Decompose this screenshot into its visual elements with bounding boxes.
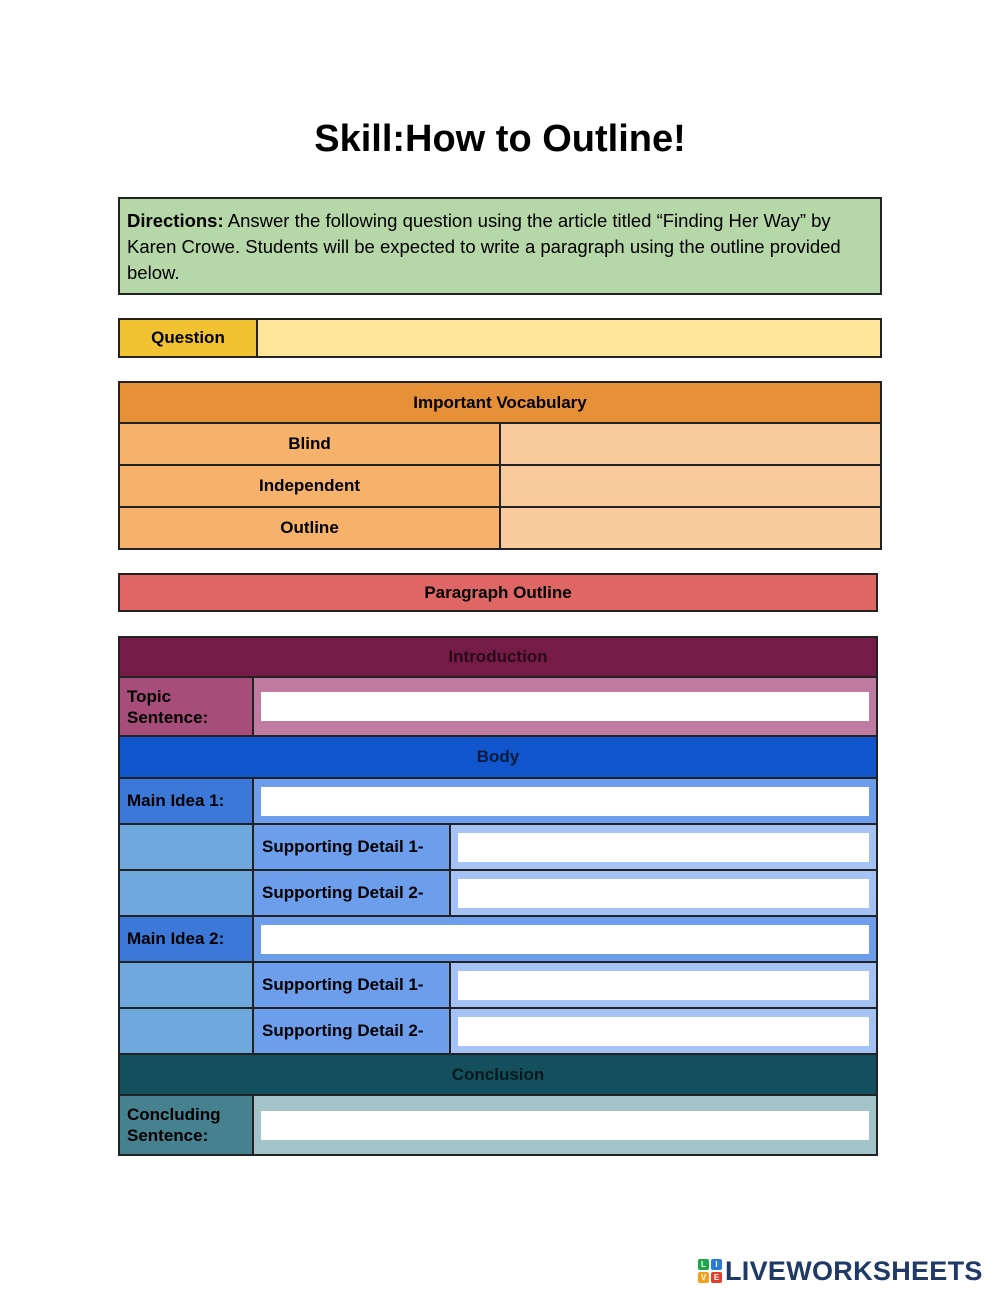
- body-header: Body: [119, 736, 877, 778]
- logo-mark-letter: V: [698, 1272, 709, 1283]
- main-idea-2-detail-2-input[interactable]: [458, 1017, 869, 1046]
- supporting-detail-label: Supporting Detail 2-: [253, 870, 450, 916]
- page-title: Skill:How to Outline!: [314, 118, 686, 160]
- introduction-header: Introduction: [119, 637, 877, 677]
- supporting-detail-cell: [450, 1008, 877, 1054]
- spacer-cell: [119, 1008, 253, 1054]
- concluding-sentence-input[interactable]: [261, 1111, 869, 1140]
- vocab-definition-field[interactable]: [500, 507, 881, 549]
- logo-mark-letter: E: [711, 1272, 722, 1283]
- spacer-cell: [119, 962, 253, 1008]
- directions-text: Answer the following question using the article titled “Finding Her Way” by Karen Crowe. Students will be expected to write a paragraph using the outline provided below.: [127, 210, 841, 283]
- main-idea-1-label: Main Idea 1:: [119, 778, 253, 824]
- spacer-cell: [119, 824, 253, 870]
- liveworksheets-logo: [698, 1257, 983, 1285]
- supporting-detail-cell: [450, 824, 877, 870]
- main-idea-2-detail-1-input[interactable]: [458, 971, 869, 1000]
- main-idea-1-input[interactable]: [261, 787, 869, 816]
- supporting-detail-cell: [450, 962, 877, 1008]
- logo-mark-letter: I: [711, 1259, 722, 1270]
- supporting-detail-cell: [450, 870, 877, 916]
- main-idea-1-detail-1-input[interactable]: [458, 833, 869, 862]
- concluding-sentence-label: Concluding Sentence:: [119, 1095, 253, 1155]
- vocabulary-table: [118, 381, 882, 550]
- vocab-term-blind: Blind: [119, 423, 500, 465]
- question-answer-field[interactable]: [257, 319, 881, 357]
- spacer-cell: [119, 870, 253, 916]
- directions-box: [118, 197, 882, 295]
- logo-mark-icon: [698, 1259, 722, 1283]
- supporting-detail-label: Supporting Detail 1-: [253, 824, 450, 870]
- directions-label: Directions:: [127, 210, 224, 231]
- logo-text: LIVEWORKSHEETS: [725, 1255, 983, 1286]
- vocab-term-outline: Outline: [119, 507, 500, 549]
- main-idea-1-cell: [253, 778, 877, 824]
- vocabulary-header: Important Vocabulary: [119, 382, 881, 423]
- conclusion-header: Conclusion: [119, 1054, 877, 1095]
- vocab-definition-field[interactable]: [500, 423, 881, 465]
- topic-sentence-label: Topic Sentence:: [119, 677, 253, 736]
- main-idea-2-input[interactable]: [261, 925, 869, 954]
- vocab-term-independent: Independent: [119, 465, 500, 507]
- logo-mark-letter: L: [698, 1259, 709, 1270]
- topic-sentence-input[interactable]: [261, 692, 869, 721]
- paragraph-outline-table: [118, 573, 878, 612]
- main-idea-1-detail-2-input[interactable]: [458, 879, 869, 908]
- vocab-definition-field[interactable]: [500, 465, 881, 507]
- supporting-detail-label: Supporting Detail 1-: [253, 962, 450, 1008]
- main-idea-2-cell: [253, 916, 877, 962]
- supporting-detail-label: Supporting Detail 2-: [253, 1008, 450, 1054]
- topic-sentence-cell: [253, 677, 877, 736]
- outline-table: [118, 636, 878, 1156]
- concluding-sentence-cell: [253, 1095, 877, 1155]
- paragraph-outline-header: Paragraph Outline: [119, 574, 877, 611]
- question-label: Question: [119, 319, 257, 357]
- question-table: [118, 318, 882, 358]
- main-idea-2-label: Main Idea 2:: [119, 916, 253, 962]
